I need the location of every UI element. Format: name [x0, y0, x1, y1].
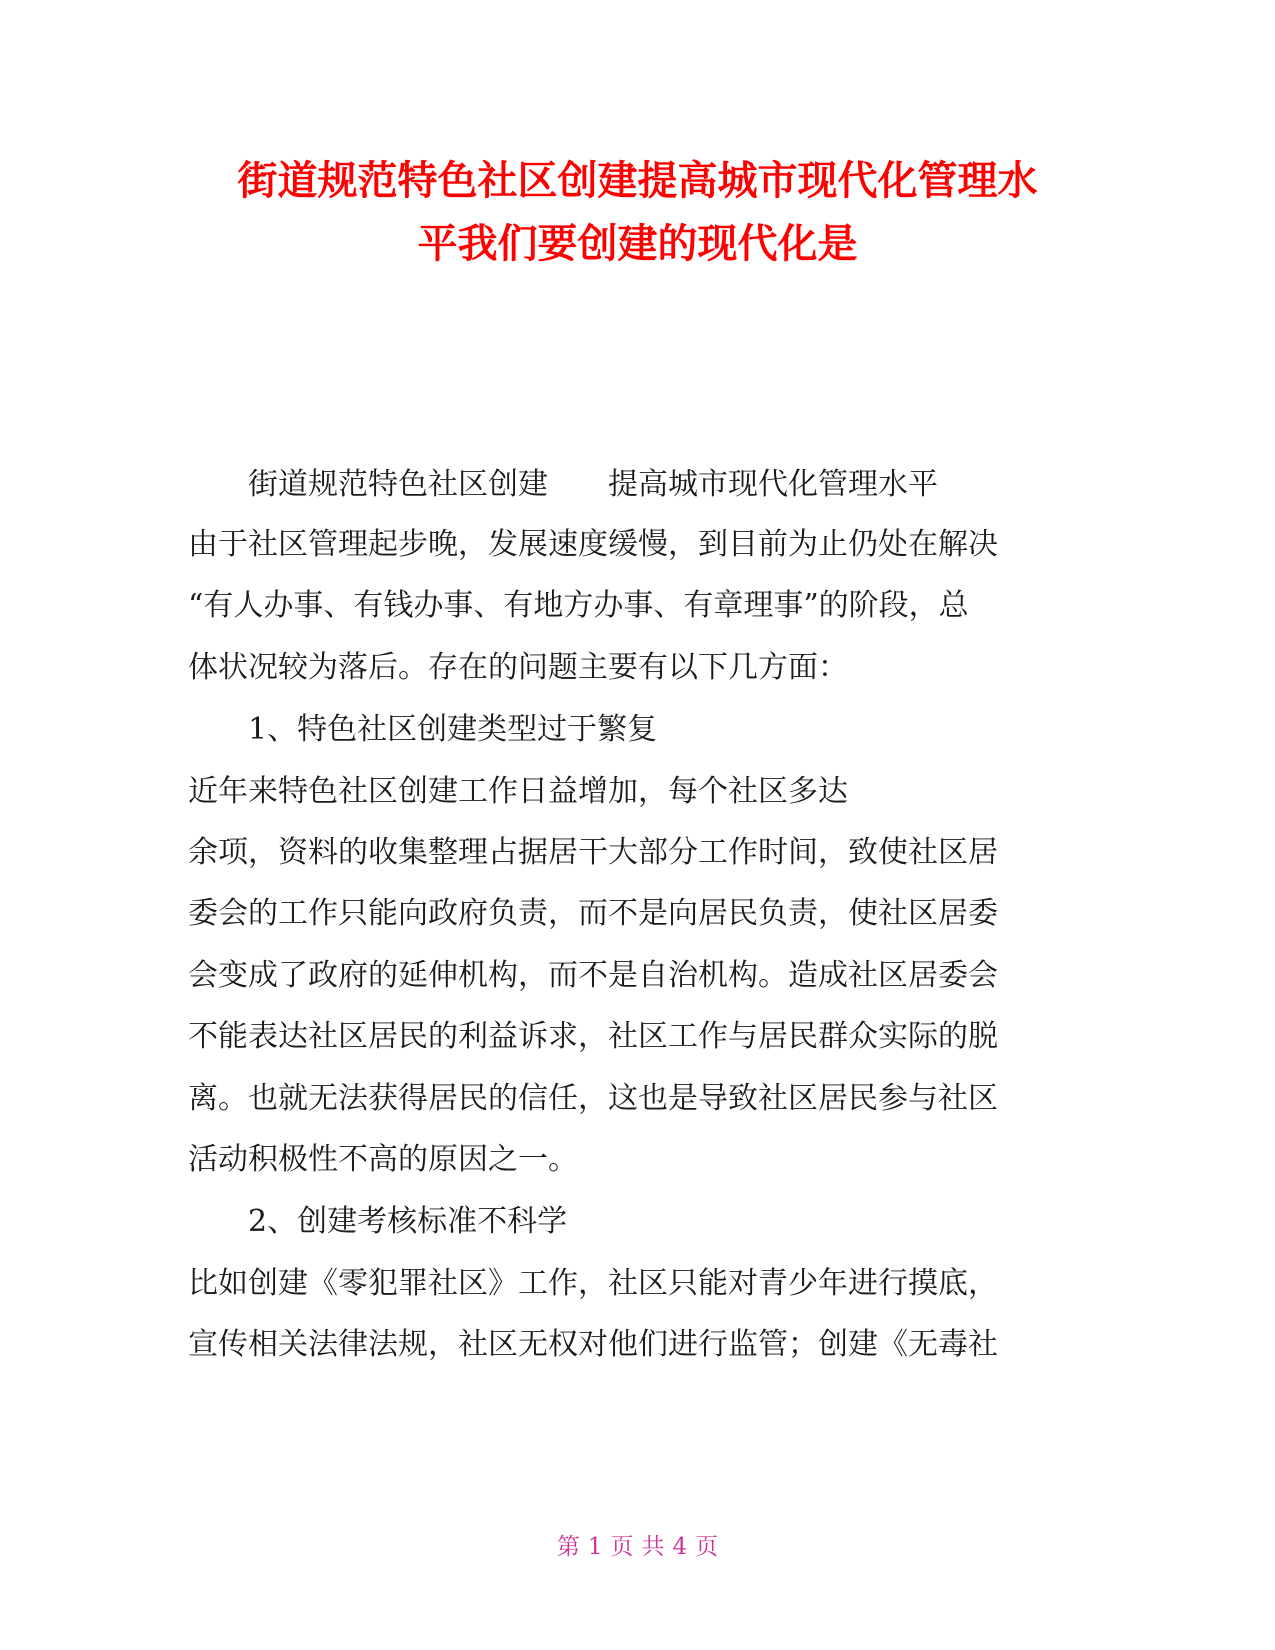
paragraph-line: 体状况较为落后。存在的问题主要有以下几方面：: [188, 650, 848, 685]
paragraph-line: 离。也就无法获得居民的信任，这也是导致社区居民参与社区: [188, 1081, 998, 1116]
footer-page-word: 页: [610, 1534, 634, 1560]
paragraph-line: 宣传相关法律法规，社区无权对他们进行监管；创建《无毒社: [188, 1327, 998, 1362]
section-heading: 街道规范特色社区创建 提高城市现代化管理水平: [248, 467, 938, 502]
footer-current-page: 1: [587, 1534, 603, 1560]
footer-total-pages: 4: [672, 1534, 688, 1560]
title-line-1: 街道规范特色社区创建提高城市现代化管理水: [237, 158, 1038, 204]
list-heading-1: 1、特色社区创建类型过于繁复: [248, 712, 658, 747]
page-footer: [0, 1528, 1275, 1561]
footer-prefix: 第: [556, 1534, 580, 1560]
paragraph-line: 近年来特色社区创建工作日益增加，每个社区多达: [188, 774, 848, 809]
paragraph-line: 由于社区管理起步晚，发展速度缓慢，到目前为止仍处在解决: [188, 527, 998, 562]
title-line-2: 平我们要创建的现代化是: [417, 221, 858, 267]
document-title: [150, 150, 1125, 276]
paragraph-line: 委会的工作只能向政府负责，而不是向居民负责，使社区居委: [188, 896, 998, 931]
paragraph-line: 活动积极性不高的原因之一。: [188, 1142, 578, 1177]
list-heading-2: 2、创建考核标准不科学: [248, 1204, 568, 1239]
paragraph-line: 会变成了政府的延伸机构，而不是自治机构。造成社区居委会: [188, 958, 998, 993]
paragraph-line: 比如创建《零犯罪社区》工作，社区只能对青少年进行摸底，: [188, 1266, 998, 1301]
footer-suffix: 页: [695, 1534, 719, 1560]
paragraph-line: 不能表达社区居民的利益诉求，社区工作与居民群众实际的脱: [188, 1019, 998, 1054]
paragraph-line: 余项，资料的收集整理占据居干大部分工作时间，致使社区居: [188, 835, 998, 870]
paragraph-line: “有人办事、有钱办事、有地方办事、有章理事”的阶段，总: [188, 588, 969, 623]
footer-total-word: 共: [641, 1534, 665, 1560]
